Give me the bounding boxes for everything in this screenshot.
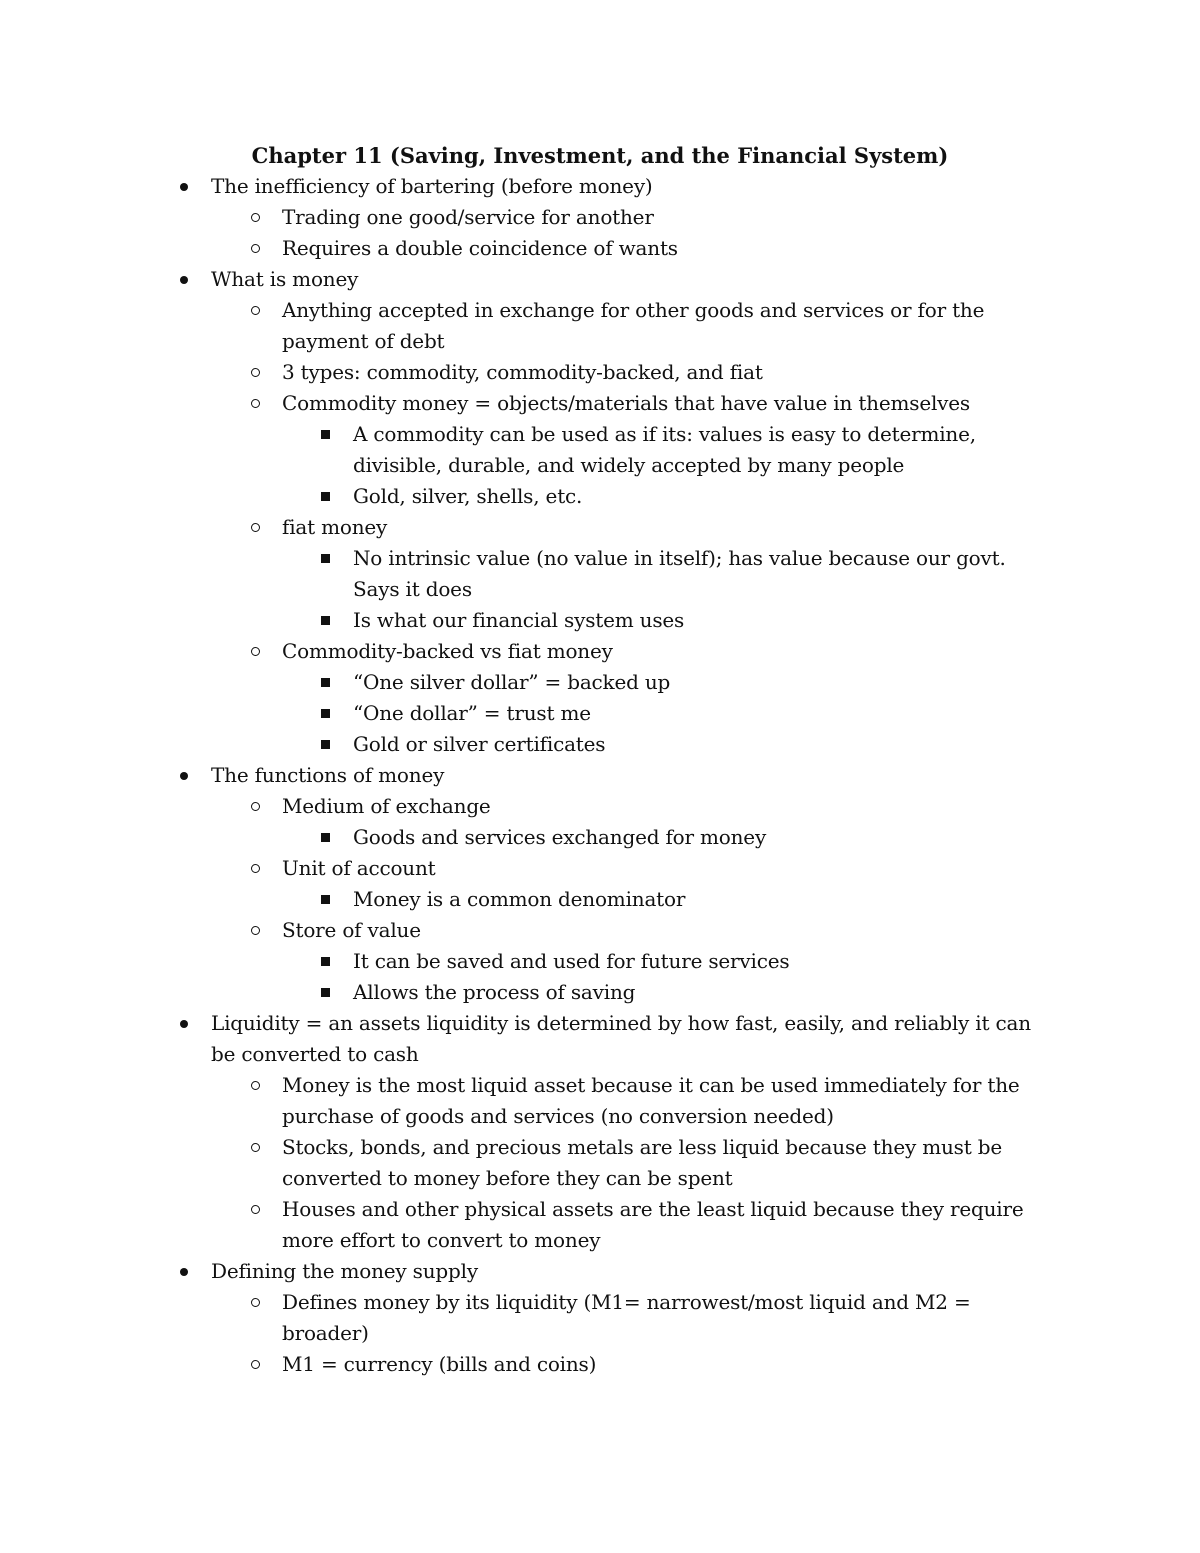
list-item-text: The inefficiency of bartering (before money) — [211, 174, 653, 198]
list-item-level-1 — [0, 1008, 1051, 1070]
list-item-level-2 — [0, 853, 1052, 884]
list-item-level-3 — [0, 419, 1053, 481]
list-item-level-2 — [0, 1194, 1052, 1256]
list-item-level-2 — [0, 512, 1052, 543]
list-item-text: Defining the money supply — [211, 1259, 478, 1283]
list-item-text: Money is a common denominator — [353, 887, 686, 911]
bullet-square-icon — [317, 977, 333, 1008]
list-item-level-3 — [0, 543, 1053, 605]
list-item-level-3 — [0, 729, 1053, 760]
bullet-dot-icon — [176, 171, 192, 202]
list-item-text: No intrinsic value (no value in itself); has value because our govt. Says it does — [353, 546, 1006, 601]
list-item-level-2 — [0, 915, 1052, 946]
list-item-level-1 — [0, 1256, 1051, 1287]
bullet-circle-icon — [247, 1194, 263, 1225]
list-item-level-2 — [0, 357, 1052, 388]
bullet-square-icon — [317, 543, 333, 574]
list-item-level-1 — [0, 760, 1051, 791]
notes-outline — [0, 171, 1200, 1380]
bullet-circle-icon — [247, 512, 263, 543]
list-item-text: Liquidity = an assets liquidity is determined by how fast, easily, and reliably it can be converted to cash — [211, 1011, 1031, 1066]
bullet-circle-icon — [247, 1349, 263, 1380]
bullet-circle-icon — [247, 233, 263, 264]
bullet-dot-icon — [176, 760, 192, 791]
list-item-text: Stocks, bonds, and precious metals are less liquid because they must be converted to money before they can be spent — [282, 1135, 1002, 1190]
list-item-level-3 — [0, 977, 1053, 1008]
bullet-square-icon — [317, 698, 333, 729]
bullet-dot-icon — [176, 264, 192, 295]
list-item-text: Houses and other physical assets are the least liquid because they require more effort to convert to money — [282, 1197, 1024, 1252]
list-item-level-2 — [0, 1349, 1052, 1380]
list-item-text: Requires a double coincidence of wants — [282, 236, 678, 260]
list-item-text: It can be saved and used for future services — [353, 949, 790, 973]
bullet-circle-icon — [247, 388, 263, 419]
bullet-circle-icon — [247, 636, 263, 667]
list-item-level-2 — [0, 636, 1052, 667]
list-item-level-2 — [0, 233, 1052, 264]
bullet-square-icon — [317, 667, 333, 698]
list-item-level-2 — [0, 1287, 1052, 1349]
bullet-dot-icon — [176, 1256, 192, 1287]
list-item-level-3 — [0, 946, 1053, 977]
list-item-text: Gold or silver certificates — [353, 732, 606, 756]
list-item-level-2 — [0, 388, 1052, 419]
list-item-level-2 — [0, 1070, 1052, 1132]
bullet-circle-icon — [247, 791, 263, 822]
bullet-square-icon — [317, 605, 333, 636]
list-item-level-2 — [0, 295, 1052, 357]
list-item-level-3 — [0, 605, 1053, 636]
list-item-level-2 — [0, 1132, 1052, 1194]
list-item-level-3 — [0, 822, 1053, 853]
page-title: Chapter 11 (Saving, Investment, and the Financial System) — [251, 143, 949, 168]
bullet-dot-icon — [176, 1008, 192, 1039]
bullet-square-icon — [317, 822, 333, 853]
list-item-text: Allows the process of saving — [353, 980, 636, 1004]
list-item-text: Commodity money = objects/materials that have value in themselves — [282, 391, 970, 415]
list-item-text: fiat money — [282, 515, 388, 539]
list-item-level-1 — [0, 264, 1051, 295]
bullet-square-icon — [317, 884, 333, 915]
list-item-text: Is what our financial system uses — [353, 608, 685, 632]
list-item-level-3 — [0, 481, 1053, 512]
bullet-circle-icon — [247, 357, 263, 388]
bullet-circle-icon — [247, 202, 263, 233]
list-item-text: Store of value — [282, 918, 421, 942]
bullet-square-icon — [317, 419, 333, 450]
list-item-text: A commodity can be used as if its: values is easy to determine, divisible, durable, and widely accepted by many people — [353, 422, 976, 477]
list-item-text: Goods and services exchanged for money — [353, 825, 767, 849]
list-item-text: Medium of exchange — [282, 794, 491, 818]
bullet-circle-icon — [247, 915, 263, 946]
bullet-square-icon — [317, 481, 333, 512]
list-item-text: Unit of account — [282, 856, 436, 880]
bullet-square-icon — [317, 946, 333, 977]
list-item-level-2 — [0, 202, 1052, 233]
list-item-text: Anything accepted in exchange for other goods and services or for the payment of debt — [282, 298, 985, 353]
list-item-text: “One silver dollar” = backed up — [353, 670, 671, 694]
bullet-square-icon — [317, 729, 333, 760]
list-item-text: What is money — [211, 267, 359, 291]
bullet-circle-icon — [247, 295, 263, 326]
list-item-text: Money is the most liquid asset because it can be used immediately for the purchase of goods and services (no conversion needed) — [282, 1073, 1020, 1128]
list-item-text: 3 types: commodity, commodity-backed, and fiat — [282, 360, 763, 384]
list-item-level-3 — [0, 698, 1053, 729]
list-item-level-1 — [0, 171, 1051, 202]
list-item-text: Trading one good/service for another — [282, 205, 654, 229]
list-item-level-3 — [0, 667, 1053, 698]
bullet-circle-icon — [247, 1287, 263, 1318]
list-item-text: “One dollar” = trust me — [353, 701, 591, 725]
bullet-circle-icon — [247, 1132, 263, 1163]
list-item-text: Gold, silver, shells, etc. — [353, 484, 583, 508]
bullet-circle-icon — [247, 1070, 263, 1101]
list-item-text: M1 = currency (bills and coins) — [282, 1352, 597, 1376]
list-item-text: The functions of money — [211, 763, 445, 787]
list-item-level-2 — [0, 791, 1052, 822]
list-item-level-3 — [0, 884, 1053, 915]
list-item-text: Commodity-backed vs fiat money — [282, 639, 613, 663]
bullet-circle-icon — [247, 853, 263, 884]
list-item-text: Defines money by its liquidity (M1= narrowest/most liquid and M2 = broader) — [282, 1290, 971, 1345]
